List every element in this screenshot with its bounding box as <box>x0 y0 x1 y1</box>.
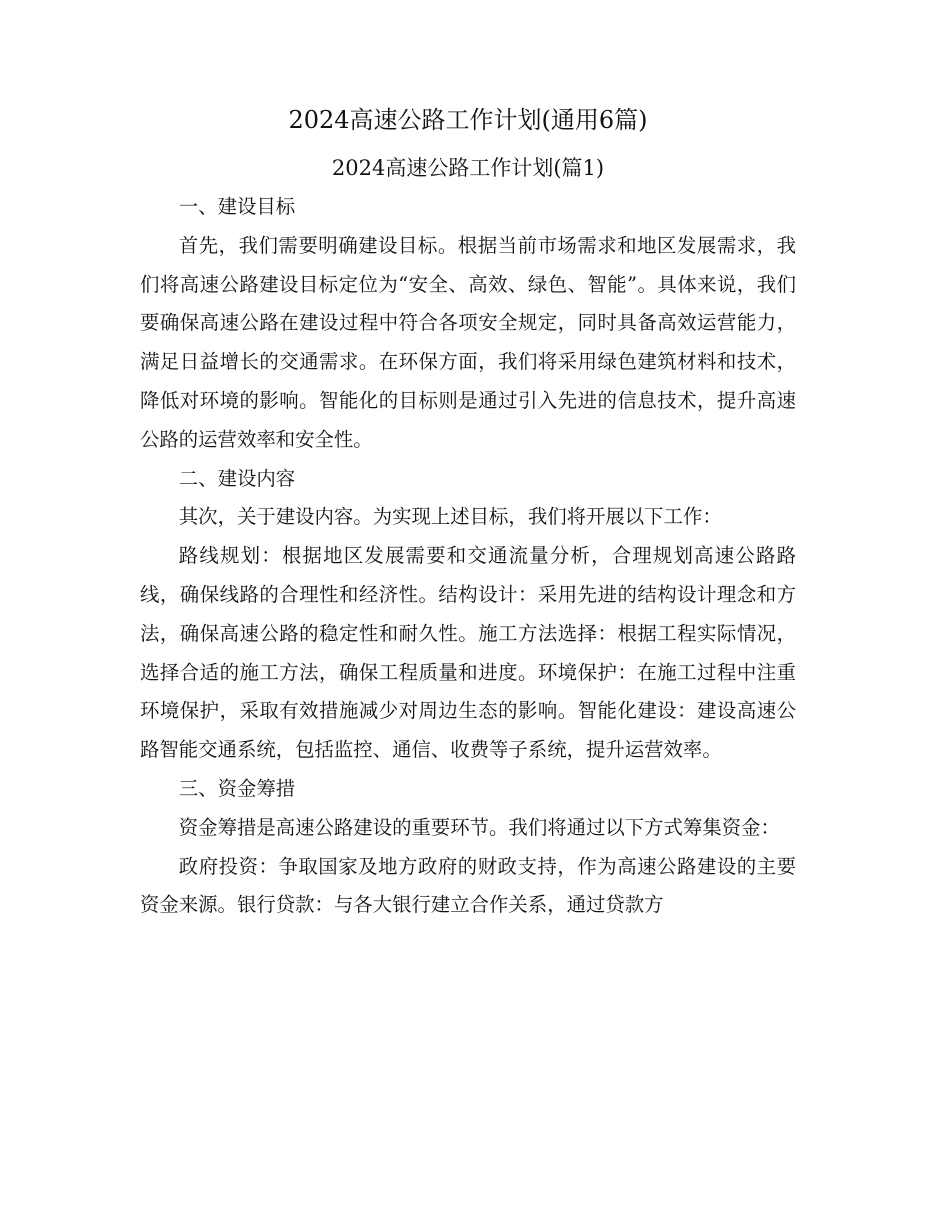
section-construction-content <box>140 460 796 770</box>
document-title: 2024高速公路工作计划(通用6篇) <box>288 106 648 134</box>
section-heading: 二、建设内容 <box>178 466 296 490</box>
paragraph: 其次，关于建设内容。为实现上述目标，我们将开展以下工作： <box>178 505 722 529</box>
section-construction-goals <box>140 188 796 460</box>
paragraph: 资金筹措是高速公路建设的重要环节。我们将通过以下方式筹集资金： <box>178 815 780 839</box>
section-fund-raising <box>140 770 796 925</box>
paragraph: 首先，我们需要明确建设目标。根据当前市场需求和地区发展需求，我们将高速公路建设目标定位为“安全、高效、绿色、智能”。具体来说，我们要确保高速公路在建设过程中符合各项安全规定，同时具备高效运营能力，满足日益增长的交通需求。在环保方面，我们将采用绿色建筑材料和技术，降低对环境的影响。智能化的目标则是通过引入先进的信息技术，提升高速公路的运营效率和安全性。 <box>140 233 796 451</box>
section-heading: 三、资金筹措 <box>178 776 296 800</box>
document-page <box>140 98 796 925</box>
section-heading: 一、建设目标 <box>178 195 296 218</box>
paragraph: 路线规划：根据地区发展需要和交通流量分析，合理规划高速公路路线，确保线路的合理性和经济性。结构设计：采用先进的结构设计理念和方法，确保高速公路的稳定性和耐久性。施工方法选择：根据工程实际情况，选择合适的施工方法，确保工程质量和进度。环境保护：在施工过程中注重环境保护，采取有效措施减少对周边生态的影响。智能化建设：建设高速公路智能交通系统，包括监控、通信、收费等子系统，提升运营效率。 <box>140 544 796 762</box>
paragraph: 政府投资：争取国家及地方政府的财政支持，作为高速公路建设的主要资金来源。银行贷款：与各大银行建立合作关系，通过贷款方 <box>140 854 796 917</box>
document-subtitle: 2024高速公路工作计划(篇1) <box>331 156 605 180</box>
